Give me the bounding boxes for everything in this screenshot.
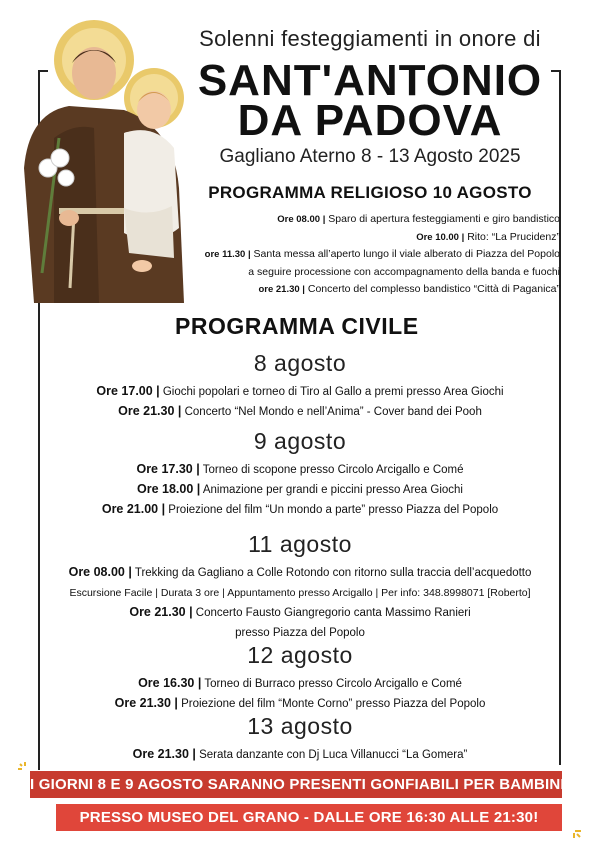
religious-line bbox=[180, 211, 560, 229]
day-date: 13 agosto bbox=[247, 713, 353, 739]
event-text: Torneo di Burraco presso Circolo Arcigallo e Comé bbox=[201, 678, 462, 690]
civil-heading: PROGRAMMA CIVILE bbox=[175, 313, 419, 339]
time: Ore 17.00 | bbox=[96, 384, 160, 398]
event-text: Proiezione del film “Monte Corno” presso Piazza del Popolo bbox=[177, 698, 486, 710]
religious-list bbox=[180, 211, 560, 299]
event-line bbox=[0, 563, 600, 583]
time: Ore 21.30 | bbox=[114, 696, 178, 710]
time: Ore 08.00 | bbox=[277, 214, 326, 225]
event-text: Torneo di scopone presso Circolo Arcigallo e Comé bbox=[199, 464, 464, 476]
event-text: Concerto Fausto Giangregorio canta Massimo Ranieri bbox=[192, 607, 471, 619]
event-line bbox=[0, 745, 600, 765]
event-line bbox=[0, 623, 600, 643]
event-text: Animazione per grandi e piccini presso Area Giochi bbox=[200, 484, 463, 496]
time: ore 21.30 | bbox=[258, 284, 305, 295]
event-line bbox=[0, 694, 600, 714]
event-text: a seguire processione con accompagnamento della banda e fuochi bbox=[248, 265, 560, 278]
event-text: presso Piazza del Popolo bbox=[235, 627, 365, 639]
time: Ore 16.30 | bbox=[138, 676, 202, 690]
event-line bbox=[0, 674, 600, 694]
event-text: Santa messa all’aperto lungo il viale alberato di Piazza del Popolo bbox=[250, 248, 560, 260]
event-text: Concerto del complesso bandistico “Città di Paganica” bbox=[304, 283, 560, 295]
day-date: 12 agosto bbox=[247, 642, 353, 668]
time: Ore 21.30 | bbox=[118, 404, 182, 418]
time: Ore 10.00 | bbox=[416, 231, 465, 243]
day-events bbox=[0, 745, 600, 765]
time: Ore 21.30 | bbox=[129, 605, 193, 619]
event-line bbox=[0, 480, 600, 500]
event-text: Rito: “La Prucidenz” bbox=[464, 230, 560, 243]
event-line bbox=[0, 583, 600, 603]
event-line bbox=[0, 382, 600, 402]
event-line bbox=[0, 500, 600, 520]
religious-line bbox=[180, 229, 560, 247]
religious-line bbox=[180, 281, 560, 299]
time: Ore 18.00 | bbox=[137, 482, 201, 496]
time: Ore 17.30 | bbox=[136, 462, 200, 476]
event-text: Serata danzante con Dj Luca Villanucci “La Gomera” bbox=[195, 749, 468, 761]
religious-heading: PROGRAMMA RELIGIOSO 10 AGOSTO bbox=[208, 183, 532, 202]
subtitle: Solenni festeggiamenti in onore di bbox=[199, 26, 541, 51]
religious-line bbox=[180, 246, 560, 264]
event-text: Trekking da Gagliano a Colle Rotondo con ritorno sulla traccia dell’acquedotto bbox=[131, 567, 532, 579]
day-date: 8 agosto bbox=[253, 350, 347, 376]
day-events bbox=[0, 674, 600, 714]
banner-location-hours: PRESSO MUSEO DEL GRANO - DALLE ORE 16:30 ALLE 21:30! bbox=[56, 804, 562, 831]
day-events bbox=[0, 382, 600, 422]
time: Ore 21.00 | bbox=[101, 502, 166, 516]
banner-inflatables: I GIORNI 8 E 9 AGOSTO SARANNO PRESENTI GONFIABILI PER BAMBINI bbox=[30, 771, 562, 798]
sparkle-icon bbox=[565, 822, 583, 840]
time: Ore 21.30 | bbox=[132, 747, 196, 761]
event-text: Escursione Facile | Durata 3 ore | Appuntamento presso Arcigallo | Per info: 348.8998071 [Roberto] bbox=[69, 587, 531, 599]
title-line-1: SANT'ANTONIO bbox=[197, 56, 543, 105]
day-date: 9 agosto bbox=[253, 428, 347, 454]
event-text: Concerto “Nel Mondo e nell’Anima” - Cover band dei Pooh bbox=[181, 406, 482, 418]
day-events bbox=[0, 563, 600, 643]
day-date: 11 agosto bbox=[248, 531, 352, 557]
religious-line bbox=[180, 264, 560, 282]
event-line bbox=[0, 402, 600, 422]
title-line-2: DA PADOVA bbox=[237, 96, 503, 145]
event-text: Proiezione del film “Un mondo a parte” presso Piazza del Popolo bbox=[165, 504, 499, 516]
event-text: Giochi popolari e torneo di Tiro al Gallo a premi presso Area Giochi bbox=[159, 386, 504, 398]
event-line bbox=[0, 460, 600, 480]
event-line bbox=[0, 603, 600, 623]
time: ore 11.30 | bbox=[204, 249, 251, 260]
time: Ore 08.00 | bbox=[68, 565, 132, 579]
event-text: Sparo di apertura festeggiamenti e giro bandistico bbox=[325, 213, 560, 225]
event-dates: Gagliano Aterno 8 - 13 Agosto 2025 bbox=[219, 146, 521, 167]
day-events bbox=[0, 460, 600, 520]
